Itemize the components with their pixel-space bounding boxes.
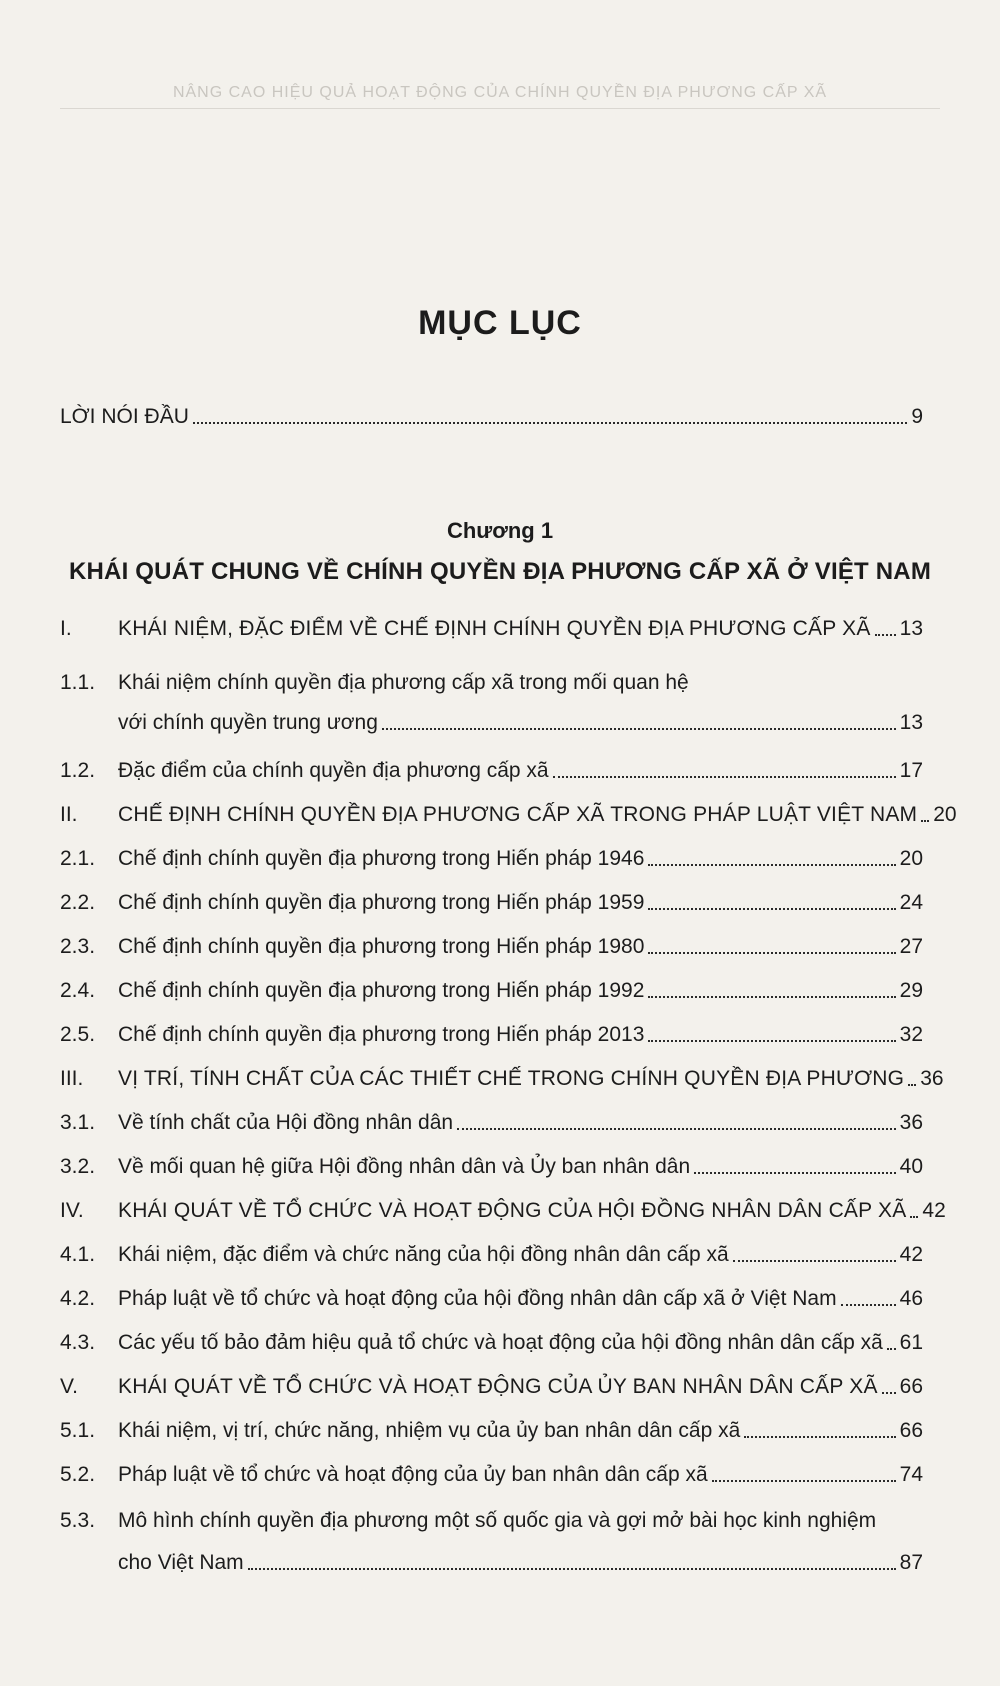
toc-entry-number: II. <box>60 803 78 826</box>
toc-entry-number: I. <box>60 617 72 640</box>
toc-entry-page: 20 <box>899 847 923 870</box>
toc-entry-text: với chính quyền trung ương <box>118 711 378 734</box>
toc-entry-text: Khái niệm, đặc điểm và chức năng của hội đồng nhân dân cấp xã <box>118 1243 729 1266</box>
toc-entry <box>60 1504 923 1534</box>
toc-entry <box>60 1238 923 1268</box>
toc-entry-page: 9 <box>911 405 923 428</box>
dot-leader <box>648 1040 895 1042</box>
toc-entry-page: 17 <box>899 759 923 782</box>
toc-entry-number: 4.3. <box>60 1331 96 1354</box>
toc-entry-page: 46 <box>899 1287 923 1310</box>
toc-entry <box>60 1370 923 1400</box>
toc-entry-text: Về mối quan hệ giữa Hội đồng nhân dân và Ủy ban nhân dân <box>118 1155 691 1178</box>
toc-entry <box>60 1150 923 1180</box>
toc-entry-text: KHÁI NIỆM, ĐẶC ĐIỂM VỀ CHẾ ĐỊNH CHÍNH QUYỀN ĐỊA PHƯƠNG CẤP XÃ <box>118 617 871 640</box>
toc-entry-page: 40 <box>899 1155 923 1178</box>
dot-leader <box>882 1392 896 1394</box>
toc-entry <box>60 974 923 1004</box>
toc-entry-number: 5.1. <box>60 1419 96 1442</box>
toc-entry-number: 5.3. <box>60 1509 96 1532</box>
toc-entry-text: Pháp luật về tổ chức và hoạt động của hội đồng nhân dân cấp xã ở Việt Nam <box>118 1287 837 1310</box>
toc-entry-text: KHÁI QUÁT VỀ TỔ CHỨC VÀ HOẠT ĐỘNG CỦA ỦY BAN NHÂN DÂN CẤP XÃ <box>118 1375 878 1398</box>
toc-entry-page: 32 <box>899 1023 923 1046</box>
toc-entry-text: Các yếu tố bảo đảm hiệu quả tổ chức và hoạt động của hội đồng nhân dân cấp xã <box>118 1331 883 1354</box>
toc-entry-text: Chế định chính quyền địa phương trong Hiến pháp 2013 <box>118 1023 645 1046</box>
toc-entry <box>60 1194 946 1224</box>
toc-entry-preface <box>60 400 923 430</box>
toc-entry <box>60 886 923 916</box>
toc-entry-number: 2.2. <box>60 891 96 914</box>
dot-leader <box>733 1260 896 1262</box>
toc-entry-text: Chế định chính quyền địa phương trong Hiến pháp 1959 <box>118 891 645 914</box>
dot-leader <box>921 820 929 822</box>
dot-leader <box>712 1480 896 1482</box>
toc-entry-page: 74 <box>899 1463 923 1486</box>
dot-leader <box>193 422 907 424</box>
toc-entry <box>60 1062 944 1092</box>
toc-entry-page: 29 <box>899 979 923 1002</box>
toc-entry-page: 27 <box>899 935 923 958</box>
toc-entry-text: Đặc điểm của chính quyền địa phương cấp xã <box>118 759 549 782</box>
dot-leader <box>841 1304 896 1306</box>
toc-entry-number: 2.3. <box>60 935 96 958</box>
toc-entry-page: 66 <box>899 1375 923 1398</box>
toc-entry-text: KHÁI QUÁT VỀ TỔ CHỨC VÀ HOẠT ĐỘNG CỦA HỘI ĐỒNG NHÂN DÂN CẤP XÃ <box>118 1199 907 1222</box>
toc-entry-continuation <box>118 1546 923 1576</box>
toc-entry-text: Khái niệm chính quyền địa phương cấp xã trong mối quan hệ <box>118 671 689 694</box>
dot-leader <box>694 1172 895 1174</box>
toc-entry-number: 1.1. <box>60 671 96 694</box>
toc-entry-continuation <box>118 706 923 736</box>
dot-leader <box>744 1436 895 1438</box>
toc-entry-number: 3.2. <box>60 1155 96 1178</box>
toc-entry-page: 13 <box>899 711 923 734</box>
toc-entry <box>60 798 957 828</box>
toc-entry <box>60 930 923 960</box>
toc-entry-number: 3.1. <box>60 1111 96 1134</box>
chapter-title: KHÁI QUÁT CHUNG VỀ CHÍNH QUYỀN ĐỊA PHƯƠNG CẤP XÃ Ở VIỆT NAM <box>68 558 932 585</box>
toc-entry-page: 42 <box>922 1199 946 1222</box>
chapter-label: Chương 1 <box>446 518 554 543</box>
toc-entry <box>60 1282 923 1312</box>
toc-entry <box>60 666 923 696</box>
dot-leader <box>648 864 895 866</box>
dot-leader <box>648 908 895 910</box>
toc-entry-page: 61 <box>899 1331 923 1354</box>
running-head: NÂNG CAO HIỆU QUẢ HOẠT ĐỘNG CỦA CHÍNH QUYỀN ĐỊA PHƯƠNG CẤP XÃ <box>60 84 940 109</box>
toc-entry <box>60 1018 923 1048</box>
toc-entry-number: III. <box>60 1067 84 1090</box>
toc-entry-number: 2.4. <box>60 979 96 1002</box>
toc-entry-number: 1.2. <box>60 759 96 782</box>
dot-leader <box>887 1348 896 1350</box>
toc-entry-number: 2.5. <box>60 1023 96 1046</box>
toc-entry <box>60 612 923 642</box>
dot-leader <box>457 1128 896 1130</box>
toc-entry-number: 5.2. <box>60 1463 96 1486</box>
toc-entry <box>60 1106 923 1136</box>
toc-entry-text: Pháp luật về tổ chức và hoạt động của ủy ban nhân dân cấp xã <box>118 1463 708 1486</box>
dot-leader <box>553 776 896 778</box>
toc-entry-text: Chế định chính quyền địa phương trong Hiến pháp 1992 <box>118 979 645 1002</box>
toc-entry <box>60 1458 923 1488</box>
dot-leader <box>648 952 895 954</box>
toc-entry-text: VỊ TRÍ, TÍNH CHẤT CỦA CÁC THIẾT CHẾ TRONG CHÍNH QUYỀN ĐỊA PHƯƠNG <box>118 1067 905 1090</box>
toc-entry <box>60 754 923 784</box>
toc-entry-page: 87 <box>899 1551 923 1574</box>
toc-entry-text: Chế định chính quyền địa phương trong Hiến pháp 1946 <box>118 847 645 870</box>
toc-entry-text: CHẾ ĐỊNH CHÍNH QUYỀN ĐỊA PHƯƠNG CẤP XÃ TRONG PHÁP LUẬT VIỆT NAM <box>118 803 918 826</box>
dot-leader <box>910 1216 918 1218</box>
dot-leader <box>382 728 896 730</box>
toc-entry-page: 24 <box>899 891 923 914</box>
toc-entry-number: 4.1. <box>60 1243 96 1266</box>
toc-entry-page: 36 <box>920 1067 944 1090</box>
toc-entry-text: Chế định chính quyền địa phương trong Hiến pháp 1980 <box>118 935 645 958</box>
toc-entry <box>60 842 923 872</box>
toc-entry-page: 13 <box>899 617 923 640</box>
toc-entry-page: 66 <box>899 1419 923 1442</box>
toc-entry-number: 2.1. <box>60 847 96 870</box>
toc-entry-number: 4.2. <box>60 1287 96 1310</box>
dot-leader <box>875 634 896 636</box>
page-title: MỤC LỤC <box>418 304 582 342</box>
toc-entry-text: Về tính chất của Hội đồng nhân dân <box>118 1111 454 1134</box>
toc-entry <box>60 1414 923 1444</box>
toc-entry-page: 36 <box>899 1111 923 1134</box>
toc-entry <box>60 1326 923 1356</box>
dot-leader <box>648 996 895 998</box>
toc-entry-page: 42 <box>899 1243 923 1266</box>
toc-entry-text: Khái niệm, vị trí, chức năng, nhiệm vụ của ủy ban nhân dân cấp xã <box>118 1419 741 1442</box>
dot-leader <box>908 1084 916 1086</box>
toc-entry-text: cho Việt Nam <box>118 1551 244 1574</box>
toc-entry-number: IV. <box>60 1199 84 1222</box>
toc-entry-page: 20 <box>933 803 957 826</box>
dot-leader <box>248 1568 896 1570</box>
toc-entry-text: Mô hình chính quyền địa phương một số quốc gia và gợi mở bài học kinh nghiệm <box>118 1509 877 1532</box>
toc-entry-text: LỜI NÓI ĐẦU <box>60 405 189 428</box>
toc-entry-number: V. <box>60 1375 78 1398</box>
